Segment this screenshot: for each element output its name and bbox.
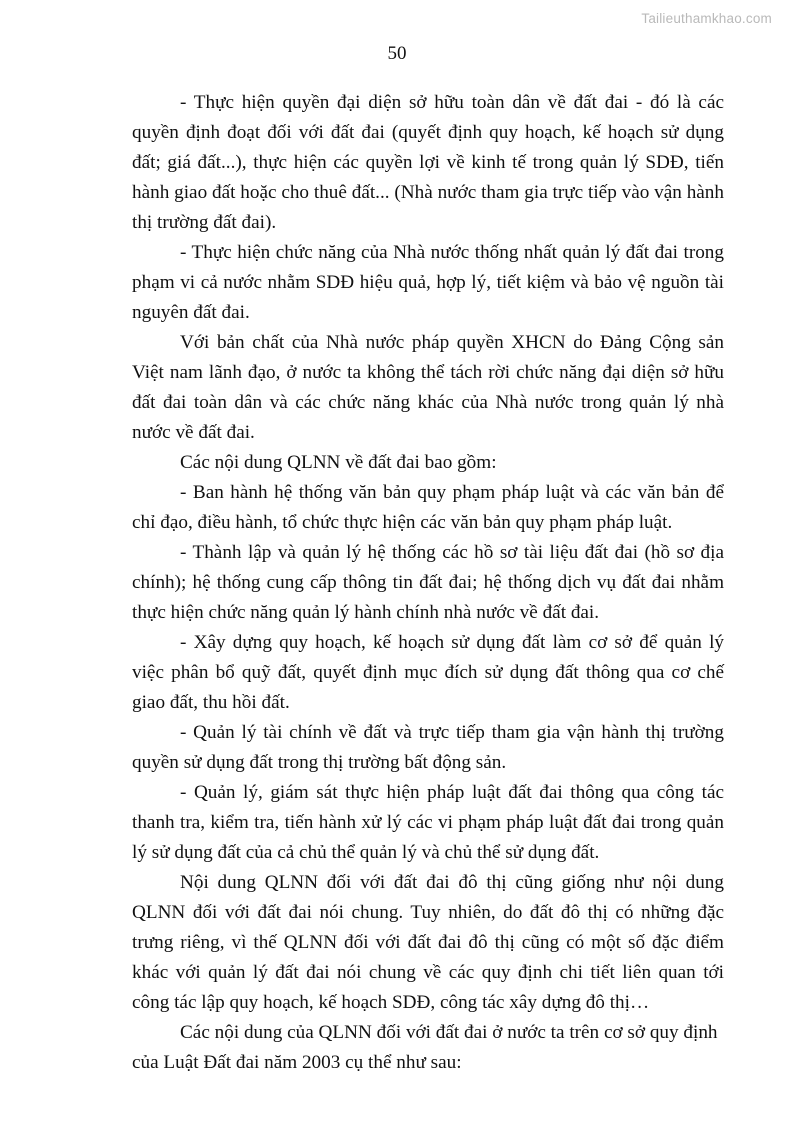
page-number: 50 xyxy=(387,43,407,64)
paragraph: Các nội dung của QLNN đối với đất đai ở nước ta trên cơ sở quy định của Luật Đất đai năm 2003 cụ thể như sau: xyxy=(132,1022,718,1073)
page-body xyxy=(132,88,724,1078)
paragraph: - Thành lập và quản lý hệ thống các hồ sơ tài liệu đất đai (hồ sơ địa chính); hệ thống cung cấp thông tin đất đai; hệ thống dịch vụ đất đai nhằm thực hiện chức năng quản lý hành chính nhà nước về đất đai. xyxy=(132,542,724,623)
paragraph: - Xây dựng quy hoạch, kế hoạch sử dụng đất làm cơ sở để quản lý việc phân bổ quỹ đất, quyết định mục đích sử dụng đất thông qua cơ chế giao đất, thu hồi đất. xyxy=(132,632,724,713)
paragraph: - Ban hành hệ thống văn bản quy phạm pháp luật và các văn bản để chỉ đạo, điều hành, tổ chức thực hiện các văn bản quy phạm pháp luật. xyxy=(132,482,724,533)
paragraph: Nội dung QLNN đối với đất đai đô thị cũng giống như nội dung QLNN đối với đất đai nói chung. Tuy nhiên, do đất đô thị có những đặc trưng riêng, vì thế QLNN đối với đất đai đô thị cũng có một số đặc điểm khác với quản lý đất đai nói chung về các quy định chi tiết liên quan tới công tác lập quy hoạch, kế hoạch SDĐ, công tác xây dựng đô thị… xyxy=(132,872,724,1013)
paragraph: - Thực hiện chức năng của Nhà nước thống nhất quản lý đất đai trong phạm vi cả nước nhằm SDĐ hiệu quả, hợp lý, tiết kiệm và bảo vệ nguồn tài nguyên đất đai. xyxy=(132,242,724,323)
paragraph: Với bản chất của Nhà nước pháp quyền XHCN do Đảng Cộng sản Việt nam lãnh đạo, ở nước ta không thể tách rời chức năng đại diện sở hữu đất đai toàn dân và các chức năng khác của Nhà nước trong quản lý nhà nước về đất đai. xyxy=(132,332,724,443)
site-watermark: Tailieuthamkhao.com xyxy=(641,11,772,26)
paragraph: - Quản lý, giám sát thực hiện pháp luật đất đai thông qua công tác thanh tra, kiểm tra, tiến hành xử lý các vi phạm pháp luật đất đai trong quản lý sử dụng đất của cả chủ thể quản lý và chủ thể sử dụng đất. xyxy=(132,782,724,863)
paragraph: Các nội dung QLNN về đất đai bao gồm: xyxy=(180,452,497,473)
paragraph: - Quản lý tài chính về đất và trực tiếp tham gia vận hành thị trường quyền sử dụng đất trong thị trường bất động sản. xyxy=(132,722,724,773)
paragraph: - Thực hiện quyền đại diện sở hữu toàn dân về đất đai - đó là các quyền định đoạt đối với đất đai (quyết định quy hoạch, kế hoạch sử dụng đất; giá đất...), thực hiện các quyền lợi về kinh tế trong quản lý SDĐ, tiến hành giao đất hoặc cho thuê đất... (Nhà nước tham gia trực tiếp vào vận hành thị trường đất đai). xyxy=(132,92,724,233)
